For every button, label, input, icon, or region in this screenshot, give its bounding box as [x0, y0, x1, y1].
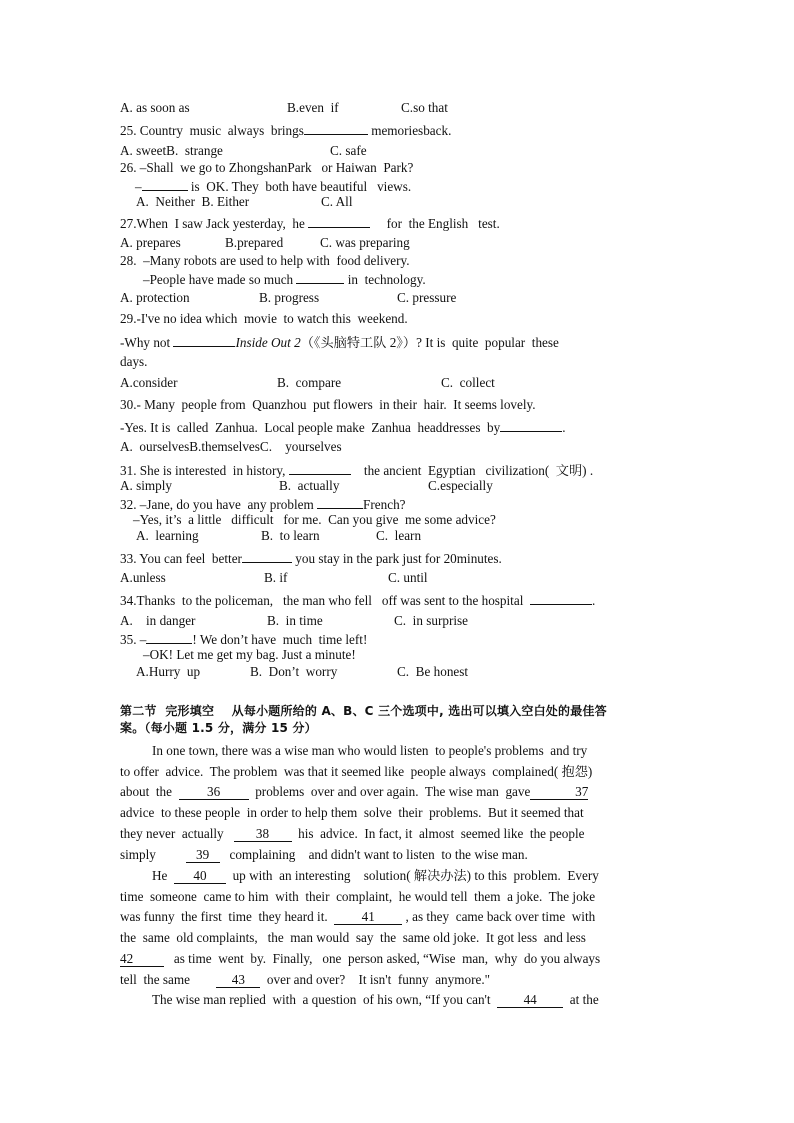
- blank-40: 40: [174, 869, 226, 884]
- q34-option-c: C. in surprise: [394, 613, 468, 628]
- q28-option-b: B. progress: [259, 290, 320, 305]
- q24-option-b: B.even if: [287, 100, 339, 115]
- q30-options: A. ourselvesB.themselvesC. yourselves: [120, 439, 342, 454]
- q31-option-a: A. simply: [120, 478, 173, 493]
- q33-stem: 33. You can feel better you stay in the park just for 20minutes.: [120, 548, 502, 567]
- q26-option-c: C. All: [321, 194, 353, 209]
- q32-option-a: A. learning: [136, 528, 199, 543]
- passage-p1-line3: about the 36 problems over and over again. The wise man gave 37: [120, 784, 589, 799]
- passage-p1-line5: they never actually 38 his advice. In fact, it almost seemed like the people: [120, 826, 585, 841]
- q34-option-a: A. in danger: [120, 613, 196, 628]
- q31-blank: [289, 460, 351, 475]
- q28-option-a: A. protection: [120, 290, 190, 305]
- q29-option-b: B. compare: [277, 375, 342, 390]
- blank-44: 44: [497, 993, 563, 1008]
- q30-stem: 30.- Many people from Quanzhou put flowers in their hair. It seems lovely.: [120, 397, 536, 412]
- q28-reply: –People have made so much in technology.: [143, 269, 426, 288]
- q29-reply-continued: days.: [120, 354, 148, 369]
- q33-option-a: A.unless: [120, 570, 166, 585]
- q32-blank: [317, 494, 363, 509]
- passage-p2-line6: tell the same 43 over and over? It isn't funny anymore.": [120, 972, 491, 987]
- q26-stem: 26. –Shall we go to ZhongshanPark or Haiwan Park?: [120, 160, 414, 175]
- q32-option-b: B. to learn: [261, 528, 320, 543]
- passage-p1-line2: to offer advice. The problem was that it seemed like people always complained( 抱怨): [120, 764, 593, 779]
- blank-39: 39: [186, 848, 220, 863]
- q27-option-b: B.prepared: [225, 235, 284, 250]
- q32-reply: –Yes, it’s a little difficult for me. Can you give me some advice?: [133, 512, 496, 527]
- q35-blank: [146, 629, 192, 644]
- q35-stem: 35. – ! We don’t have much time left!: [120, 629, 367, 648]
- q34-stem: 34.Thanks to the policeman, the man who fell off was sent to the hospital .: [120, 590, 595, 609]
- blank-41: 41: [334, 910, 402, 925]
- passage-p2-line2: time someone came to him with their complaint, he would tell them a joke. The joke: [120, 889, 596, 904]
- q25-stem: 25. Country music always brings memoriesback.: [120, 120, 451, 139]
- blank-37: 37: [530, 785, 588, 800]
- q27-option-a: A. prepares: [120, 235, 181, 250]
- q33-blank: [242, 548, 292, 563]
- q29-reply: -Why not Inside Out 2（《头脑特工队 2》）? It is quite popular these: [120, 332, 559, 351]
- q24-option-a: A. as soon as: [120, 100, 190, 115]
- q35-option-a: A.Hurry up: [136, 664, 201, 679]
- passage-p1-line4: advice to these people in order to help them solve their problems. But it seemed that: [120, 805, 584, 820]
- passage-p3-line1: The wise man replied with a question of his own, “If you can't 44 at the: [152, 992, 599, 1007]
- q29-blank: [173, 332, 235, 347]
- q26-option-ab: A. Neither B. Either: [136, 194, 250, 209]
- blank-43: 43: [216, 973, 260, 988]
- section-heading: 第二节 完形填空 从每小题所给的 A、B、C 三个选项中, 选出可以填入空白处的最佳答: [120, 704, 607, 718]
- section-heading-continued: 案。（每小题 1.5 分，满分 15 分）: [120, 721, 317, 735]
- q27-blank: [308, 213, 370, 228]
- q29-stem: 29.-I've no idea which movie to watch this weekend.: [120, 311, 408, 326]
- q35-reply: –OK! Let me get my bag. Just a minute!: [143, 647, 356, 662]
- q34-option-b: B. in time: [267, 613, 323, 628]
- q31-stem: 31. She is interested in history, the ancient Egyptian civilization( 文明) .: [120, 460, 593, 479]
- q32-stem: 32. –Jane, do you have any problem French?: [120, 494, 406, 513]
- q34-blank: [530, 590, 592, 605]
- passage-p2-line5: 42 as time went by. Finally, one person asked, “Wise man, why do you always: [120, 951, 601, 966]
- blank-36: 36: [179, 785, 249, 800]
- blank-42: 42: [120, 952, 164, 967]
- passage-p2-line3: was funny the first time they heard it. 41 , as they came back over time with: [120, 909, 596, 924]
- passage-p2-line1: He 40 up with an interesting solution( 解决办法) to this problem. Every: [152, 868, 599, 883]
- blank-38: 38: [234, 827, 292, 842]
- q31-option-c: C.especially: [428, 478, 493, 493]
- q27-stem: 27.When I saw Jack yesterday, he for the English test.: [120, 213, 500, 232]
- q28-stem: 28. –Many robots are used to help with food delivery.: [120, 253, 410, 268]
- q30-blank: [500, 417, 562, 432]
- q32-option-c: C. learn: [376, 528, 422, 543]
- q31-option-b: B. actually: [279, 478, 340, 493]
- q33-option-b: B. if: [264, 570, 288, 585]
- q30-reply: -Yes. It is called Zanhua. Local people make Zanhua headdresses by .: [120, 417, 566, 436]
- q29-option-a: A.consider: [120, 375, 178, 390]
- q24-option-c: C.so that: [401, 100, 448, 115]
- passage-p1-line6: simply 39 complaining and didn't want to listen to the wise man.: [120, 847, 528, 862]
- q25-option-c: C. safe: [330, 143, 367, 158]
- q28-option-c: C. pressure: [397, 290, 457, 305]
- q26-reply: – is OK. They both have beautiful views.: [135, 176, 411, 195]
- q25-option-ab: A. sweetB. strange: [120, 143, 223, 158]
- q28-blank: [296, 269, 344, 284]
- q26-blank: [142, 176, 188, 191]
- passage-p1-line1: In one town, there was a wise man who would listen to people's problems and try: [152, 743, 588, 758]
- q35-option-c: C. Be honest: [397, 664, 469, 679]
- q29-option-c: C. collect: [441, 375, 495, 390]
- q27-option-c: C. was preparing: [320, 235, 410, 250]
- q33-option-c: C. until: [388, 570, 428, 585]
- q25-blank: [304, 120, 368, 135]
- q35-option-b: B. Don’t worry: [250, 664, 338, 679]
- passage-p2-line4: the same old complaints, the man would say the same old joke. It got less and less: [120, 930, 586, 945]
